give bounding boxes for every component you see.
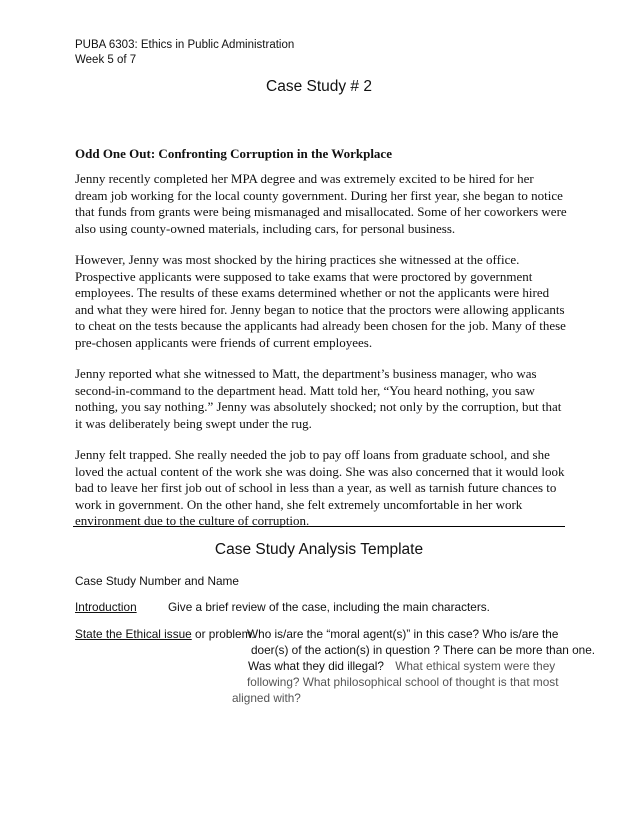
- ethical-issue-label: [75, 627, 255, 643]
- week-header: Week 5 of 7: [75, 54, 137, 66]
- paragraph-1: Jenny recently completed her MPA degree and was extremely excited to be hired for her dream job working for the local county government. During her first year, she began to notice that funds from grants were being mismanaged and misallocated. Some of her coworkers were also using county-owned materials, including cars, for personal business.: [75, 171, 567, 236]
- ethical-issue-link-text: State the Ethical issue: [75, 627, 192, 641]
- case-body: [75, 171, 567, 530]
- template-title: Case Study Analysis Template: [214, 541, 424, 558]
- ethical-question-3a: Was what they did illegal?: [248, 659, 384, 673]
- ethical-question-3: [248, 659, 555, 675]
- introduction-label: Introduction: [75, 600, 137, 614]
- ethical-question-3b: What ethical system were they: [395, 659, 556, 673]
- ethical-question-2: doer(s) of the action(s) in question ? There can be more than one.: [251, 643, 596, 657]
- introduction-text: Give a brief review of the case, including the main characters.: [168, 600, 490, 614]
- paragraph-3: Jenny reported what she witnessed to Matt, the department’s business manager, who was second-in-command to the department head. Matt told her, “You heard nothing, you saw nothing, you say nothing.” Jenny was absolutely shocked; not only by the corruption, but that it was deliberately being swept under the rug.: [75, 366, 562, 431]
- paragraph-2: However, Jenny was most shocked by the hiring practices she witnessed at the office. Prospective applicants were supposed to take exams that were proctored by government employees. The results of these exams determined whether or not the applicants were hired and what they were hired for. Jenny began to notice that the proctors were allowing applicants to cheat on the tests because the applicants had already been chosen for the job. Many of these pre-chosen applicants were friends of current employees.: [75, 252, 566, 350]
- case-study-title: Case Study # 2: [266, 78, 372, 95]
- ethical-issue-label-rest: or problem.: [191, 627, 255, 641]
- ethical-question-4: following? What philosophical school of thought is that most: [247, 675, 559, 689]
- paragraph-4: Jenny felt trapped. She really needed the job to pay off loans from graduate school, and she loved the actual content of the work she was doing. She was also concerned that it would look bad to leave her first job out of school in less than a year, as well as tarnish future chances to work in government. On the other hand, she felt extremely uncomfortable in her work environment due to the culture of corruption.: [75, 447, 565, 528]
- case-number-name: Case Study Number and Name: [75, 574, 239, 588]
- ethical-question-1: Who is/are the “moral agent(s)” in this case? Who is/are the: [247, 627, 559, 641]
- course-header: PUBA 6303: Ethics in Public Administration: [75, 39, 295, 51]
- ethical-question-5: aligned with?: [232, 691, 301, 705]
- case-heading: Odd One Out: Confronting Corruption in the Workplace: [75, 146, 392, 161]
- section-divider: [73, 526, 565, 527]
